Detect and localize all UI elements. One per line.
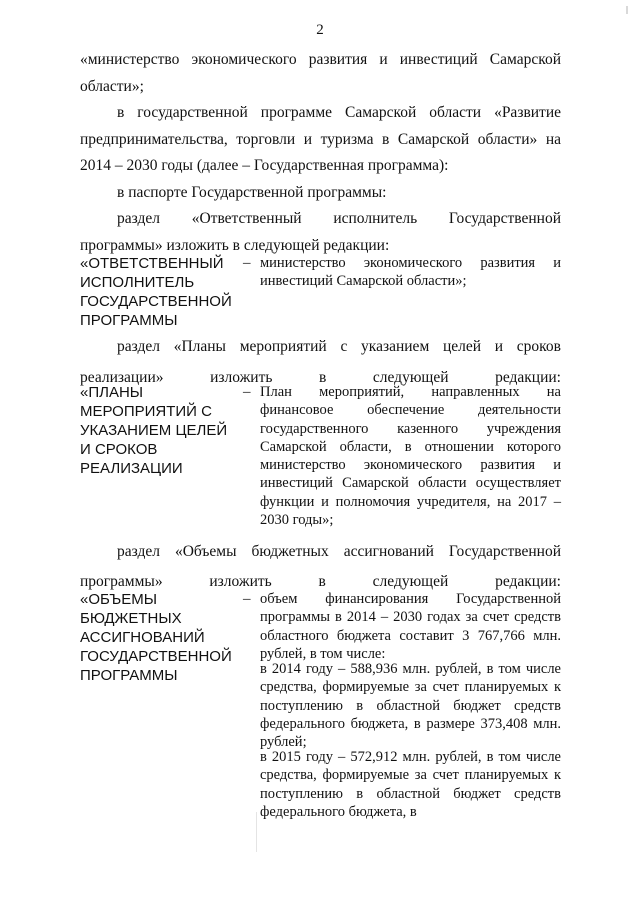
paragraph-section-budget: раздел «Объемы бюджетных ассигнований Государственной программы» изложить в следующей редакции: [80, 543, 561, 590]
entry-definition-2015: в 2015 году – 572,912 млн. рублей, в том числе средства, формируемые за счет планируемых к поступлению в областной бюджет средств федерального бюджета, в [260, 749, 561, 820]
scan-artifact-line [256, 812, 257, 852]
paragraph-program-intro: в государственной программе Самарской области «Развитие предпринимательства, торговли и туризма в Самарской области» на 2014 – 2030 годы (далее – Государственная программа): [80, 104, 561, 174]
entry-definition-total: объем финансирования Государственной программы в 2014 – 2030 годах за счет средств областного бюджета составит 3 767,766 млн. рублей, в том числе: [260, 591, 561, 662]
entry-term: «ОТВЕТСТВЕННЫЙ ИСПОЛНИТЕЛЬ ГОСУДАРСТВЕННОЙ ПРОГРАММЫ [80, 255, 232, 329]
entry-dash: – [243, 384, 251, 400]
paragraph-passport: в паспорте Государственной программы: [117, 184, 387, 201]
entry-definition: План мероприятий, направленных на финансовое обеспечение деятельности государственного казенного учреждения Самарской области, в отношении которого министерство экономического развития и инвестиций Самарской области осуществляет функции и полномочия учредителя, на 2017 – 2030 годы»; [260, 384, 561, 529]
paragraph-ministry-name: «министерство экономического развития и инвестиций Самарской области»; [80, 51, 561, 95]
entry-term: «ПЛАНЫ МЕРОПРИЯТИЙ С УКАЗАНИЕМ ЦЕЛЕЙ И СРОКОВ РЕАЛИЗАЦИИ [80, 384, 228, 477]
paragraph-section-plans: раздел «Планы мероприятий с указанием целей и сроков реализации» изложить в следующей редакции: [80, 338, 561, 386]
entry-dash: – [243, 255, 251, 271]
entry-dash: – [243, 591, 251, 607]
scan-speck [626, 6, 628, 14]
page-number: 2 [316, 22, 324, 38]
entry-definition: министерство экономического развития и инвестиций Самарской области»; [260, 255, 561, 290]
entry-term: «ОБЪЕМЫ БЮДЖЕТНЫХ АССИГНОВАНИЙ ГОСУДАРСТВЕННОЙ ПРОГРАММЫ [80, 591, 232, 684]
paragraph-section-responsible: раздел «Ответственный исполнитель Государственной программы» изложить в следующей редакции: [80, 210, 561, 254]
entry-definition-2014: в 2014 году – 588,936 млн. рублей, в том числе средства, формируемые за счет планируемых к поступлению в областной бюджет средств федерального бюджета, в размере 373,408 млн. рублей; [260, 661, 561, 751]
